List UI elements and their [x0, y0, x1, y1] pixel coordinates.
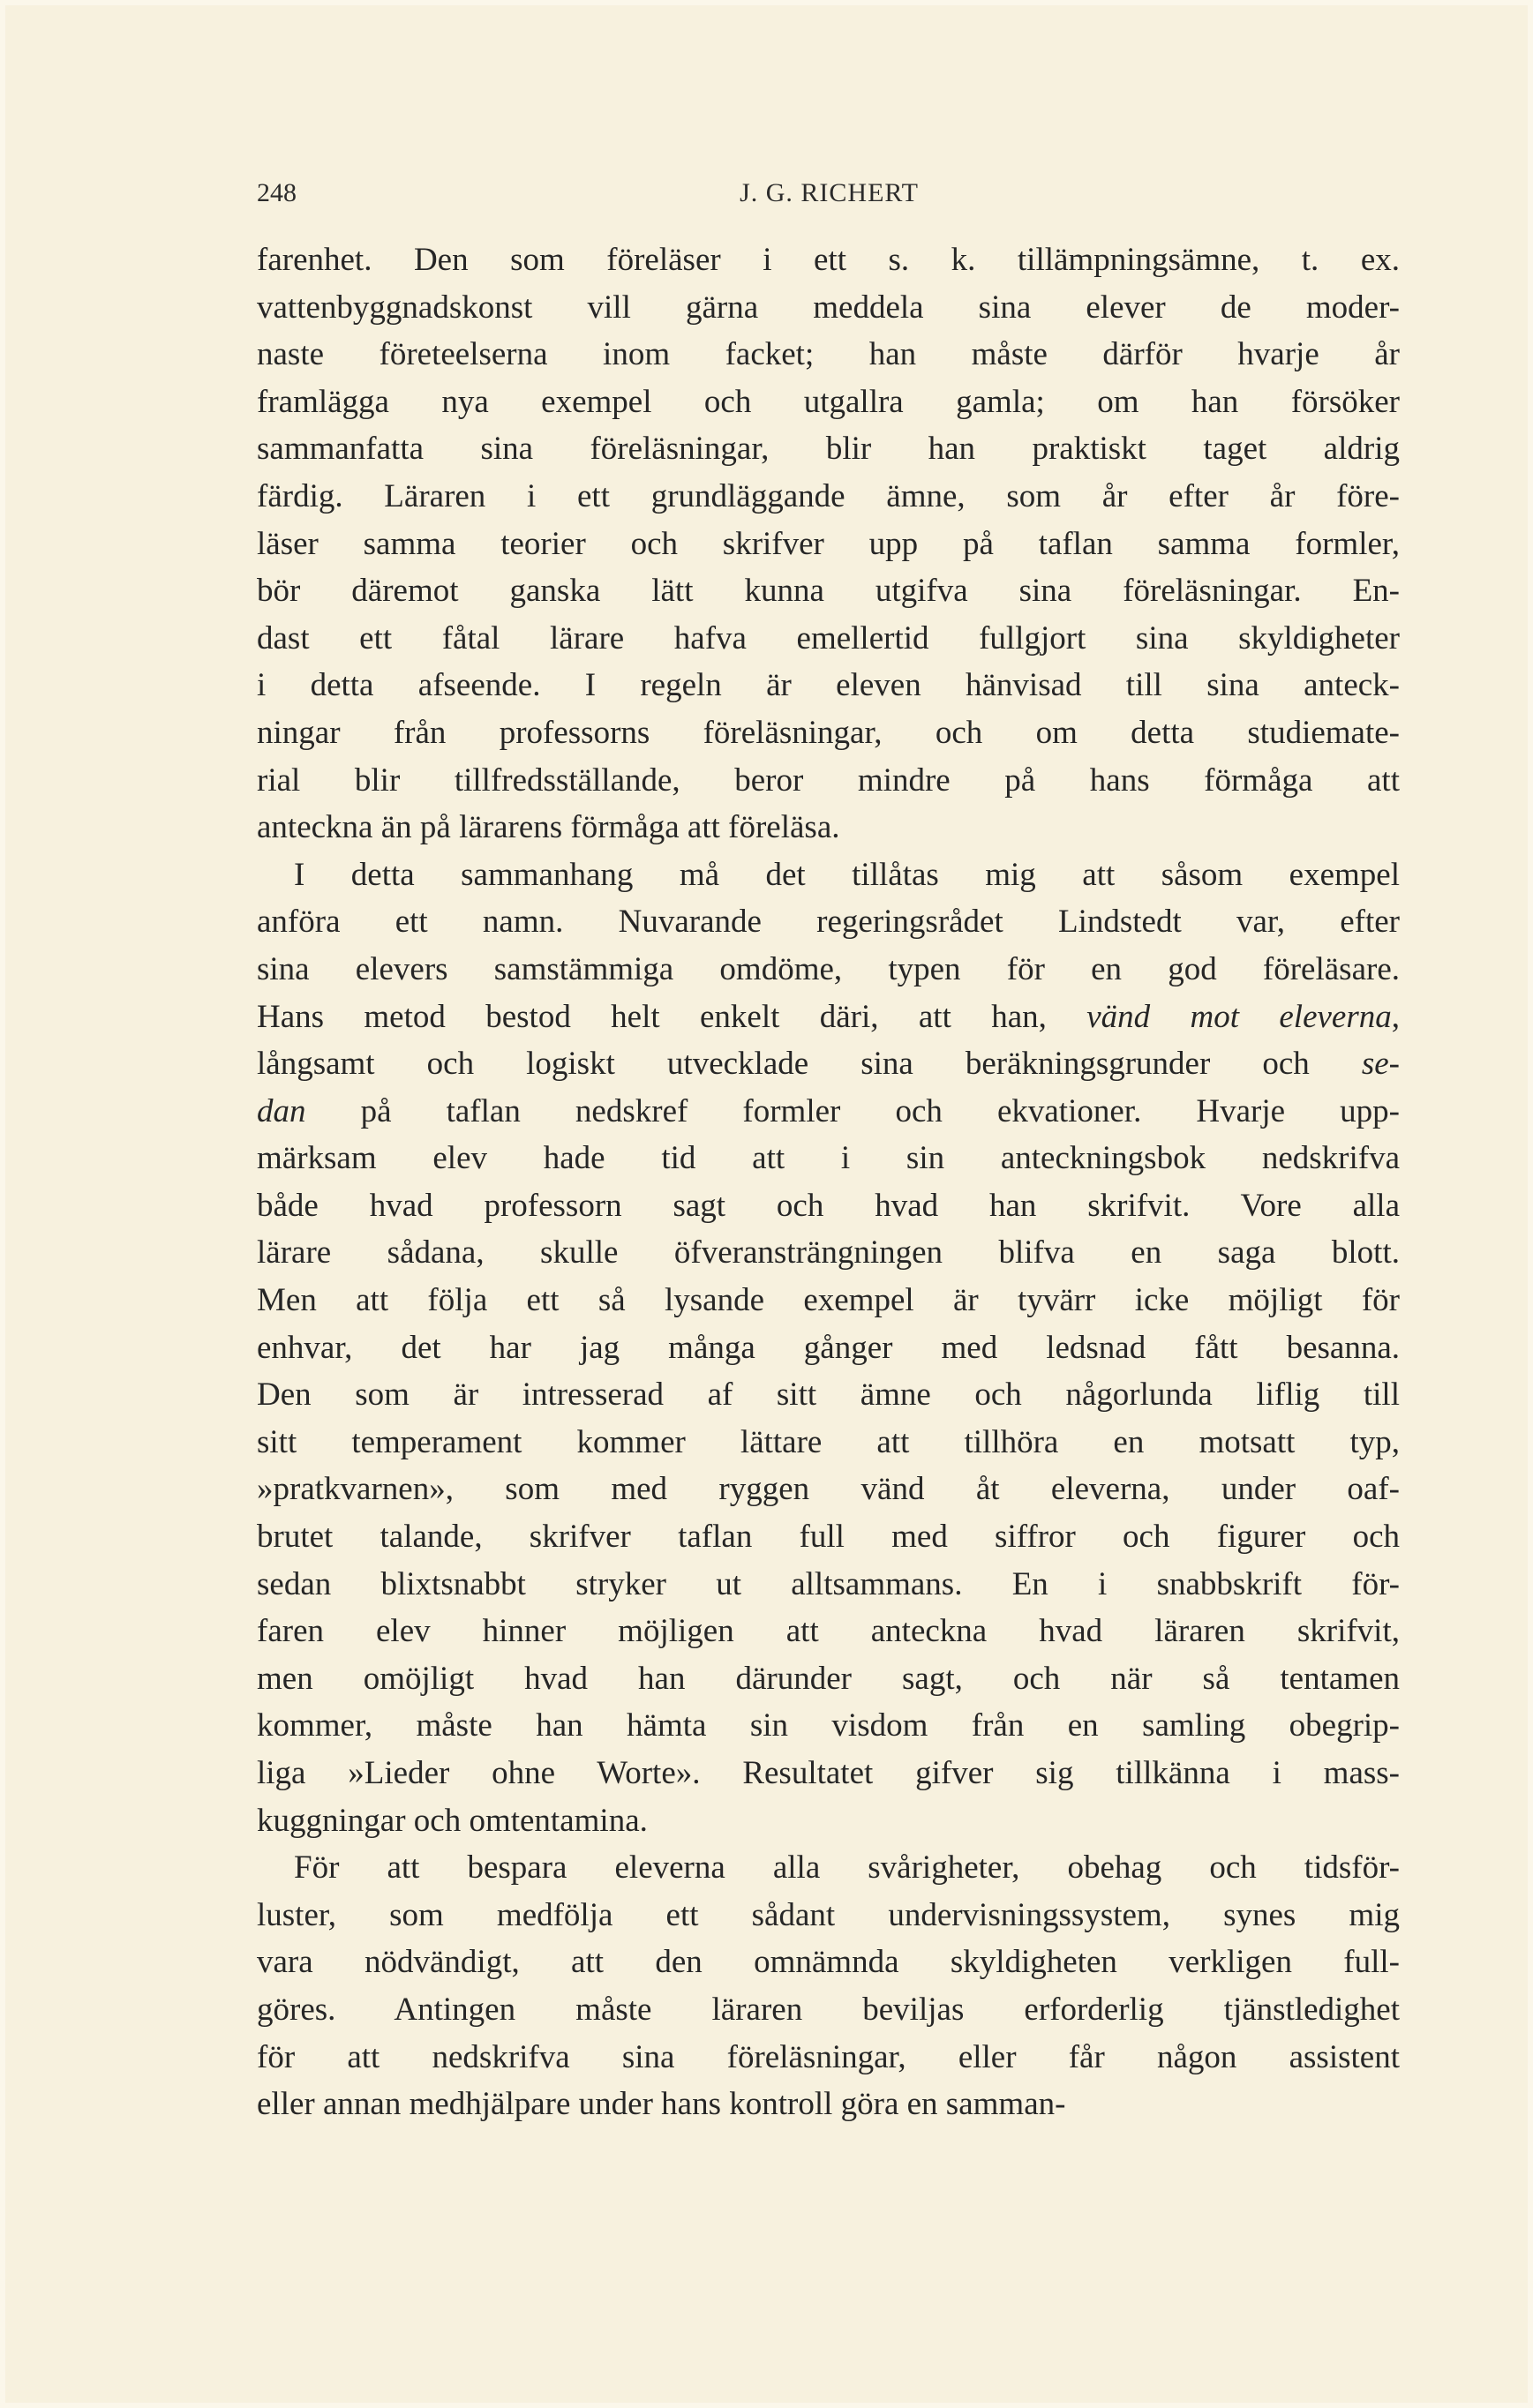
text-line: enhvar, det har jag många gånger med ledsnad fått besanna.: [257, 1329, 1400, 1366]
text-line: rial blir tillfredsställande, beror mindre på hans förmåga att: [257, 761, 1400, 799]
text-line: I detta sammanhang må det tillåtas mig att såsom exempel: [294, 856, 1400, 893]
text-line: naste företeelserna inom facket; han måste därför hvarje år: [257, 336, 1400, 373]
running-head: J. G. RICHERT: [740, 178, 919, 207]
paragraph: [257, 236, 1400, 851]
text-line: För att bespara eleverna alla svårigheter, obehag och tidsför-: [294, 1849, 1400, 1887]
text-line: Den som är intresserad af sitt ämne och någorlunda liflig till: [257, 1377, 1400, 1414]
text-line: vattenbyggnadskonst vill gärna meddela sina elever de moder-: [257, 289, 1400, 326]
text-line: [257, 1040, 1400, 1088]
page-number: 248: [257, 178, 297, 207]
text-line: märksam elev hade tid att i sin anteckningsbok nedskrifva: [257, 1140, 1400, 1177]
text-line: »pratkvarnen», som med ryggen vänd åt eleverna, under oaf-: [257, 1471, 1400, 1508]
body-text: [257, 236, 1400, 2128]
italic-text: dan: [257, 1092, 306, 1129]
paragraph: [257, 1844, 1400, 2128]
paragraph: [257, 851, 1400, 1844]
book-page: [5, 5, 1528, 2403]
text-line: men omöjligt hvad han därunder sagt, och när så tentamen: [257, 1660, 1400, 1697]
text-line: luster, som medfölja ett sådant undervisningssystem, synes mig: [257, 1896, 1400, 1933]
text-span: långsamt och logiskt utvecklade sina beräkningsgrunder och: [257, 1046, 1362, 1083]
text-line: både hvad professorn sagt och hvad han skrifvit. Vore alla: [257, 1187, 1400, 1224]
italic-text: vänd mot eleverna: [1086, 998, 1392, 1035]
text-span: ,: [1391, 998, 1400, 1035]
text-line: färdig. Läraren i ett grundläggande ämne, som år efter år före-: [257, 477, 1400, 514]
text-line: sedan blixtsnabbt stryker ut alltsammans. En i snabbskrift för-: [257, 1565, 1400, 1602]
text-line: sitt temperament kommer lättare att tillhöra en motsatt typ,: [257, 1423, 1400, 1460]
text-line: farenhet. Den som föreläser i ett s. k. tillämpningsämne, t. ex.: [257, 242, 1400, 278]
text-line: Men att följa ett så lysande exempel är tyvärr icke möjligt för: [257, 1282, 1400, 1319]
text-line: dast ett fåtal lärare hafva emellertid fullgjort sina skyldigheter: [257, 619, 1400, 656]
text-line: [257, 994, 1400, 1041]
text-line: framlägga nya exempel och utgallra gamla; om han försöker: [257, 383, 1400, 420]
text-line: göres. Antingen måste läraren beviljas erforderlig tjänstledighet: [257, 1991, 1400, 2028]
text-line: lärare sådana, skulle öfveransträngningen blifva en saga blott.: [257, 1234, 1400, 1272]
text-line: kommer, måste han hämta sin visdom från en samling obegrip-: [257, 1707, 1400, 1744]
text-line: ningar från professorns föreläsningar, och om detta studiemate-: [257, 714, 1400, 751]
text-line: eller annan medhjälpare under hans kontroll göra en samman-: [257, 2086, 1066, 2123]
text-line: faren elev hinner möjligen att anteckna hvad läraren skrifvit,: [257, 1613, 1400, 1650]
italic-text: se-: [1361, 1046, 1400, 1083]
text-line: sina elevers samstämmiga omdöme, typen för en god föreläsare.: [257, 950, 1400, 987]
text-line: brutet talande, skrifver taflan full med siffror och figurer och: [257, 1519, 1400, 1556]
text-line: kuggningar och omtentamina.: [257, 1802, 648, 1839]
text-span: Hans metod bestod helt enkelt däri, att han,: [257, 998, 1087, 1035]
text-line: [257, 1088, 1400, 1136]
text-line: vara nödvändigt, att den omnämnda skyldigheten verkligen full-: [257, 1944, 1400, 1981]
text-line: sammanfatta sina föreläsningar, blir han praktiskt taget aldrig: [257, 431, 1400, 468]
text-line: anteckna än på lärarens förmåga att föreläsa.: [257, 809, 840, 846]
text-line: liga »Lieder ohne Worte». Resultatet gifver sig tillkänna i mass-: [257, 1755, 1400, 1791]
text-line: anföra ett namn. Nuvarande regeringsrådet Lindstedt var, efter: [257, 904, 1400, 941]
text-line: läser samma teorier och skrifver upp på taflan samma formler,: [257, 525, 1400, 562]
text-line: bör däremot ganska lätt kunna utgifva sina föreläsningar. En-: [257, 573, 1400, 610]
text-line: för att nedskrifva sina föreläsningar, eller får någon assistent: [257, 2038, 1400, 2075]
text-line: i detta afseende. I regeln är eleven hänvisad till sina anteck-: [257, 667, 1400, 704]
text-span: på taflan nedskref formler och ekvationer. Hvarje upp-: [305, 1092, 1400, 1129]
